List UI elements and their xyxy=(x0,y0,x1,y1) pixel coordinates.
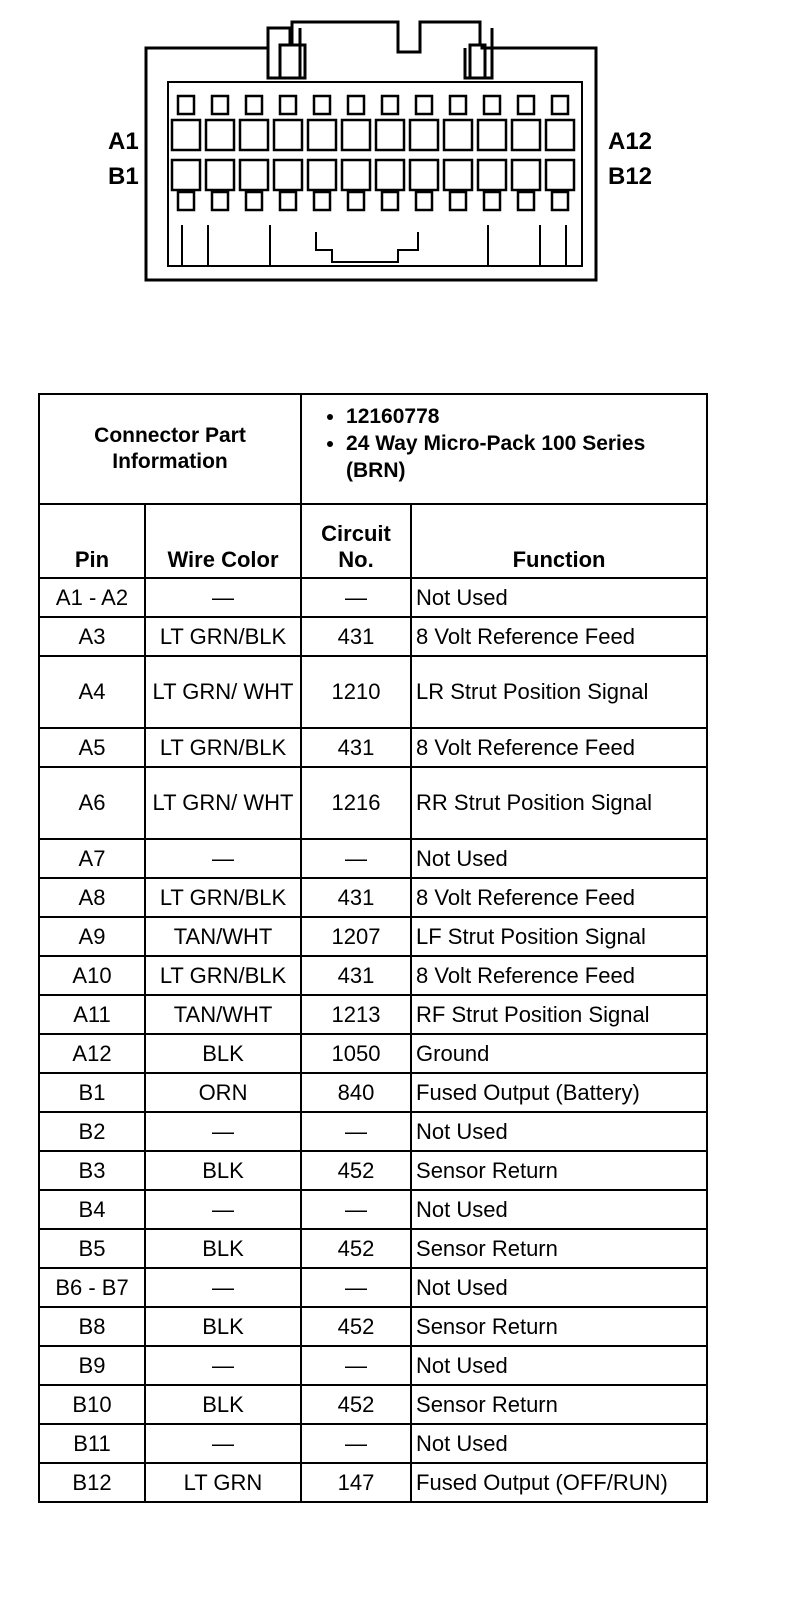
table-row xyxy=(39,1385,707,1424)
cavity-b7 xyxy=(376,160,404,190)
column-header-pin: Pin xyxy=(39,504,145,578)
cavity-a12 xyxy=(546,120,574,150)
table-row xyxy=(39,1268,707,1307)
function-cell: 8 Volt Reference Feed xyxy=(411,878,707,917)
function-cell: RR Strut Position Signal xyxy=(411,767,707,839)
circuit-cell: — xyxy=(301,578,411,617)
pin-label-b12: B12 xyxy=(608,163,653,190)
table-row xyxy=(39,1229,707,1268)
pin-label-b1: B1 xyxy=(108,163,139,190)
cavity-b5 xyxy=(308,160,336,190)
table-row xyxy=(39,956,707,995)
cavity-b9 xyxy=(444,160,472,190)
cavity-latch-a9 xyxy=(450,96,466,114)
wire-color-cell: LT GRN/BLK xyxy=(145,956,301,995)
pin-cell: A11 xyxy=(39,995,145,1034)
cavity-a6 xyxy=(342,120,370,150)
circuit-cell: 1050 xyxy=(301,1034,411,1073)
wire-color-cell: TAN/WHT xyxy=(145,917,301,956)
table-row xyxy=(39,995,707,1034)
circuit-cell: 1210 xyxy=(301,656,411,728)
connector-latch-left xyxy=(268,28,300,78)
wire-color-cell: BLK xyxy=(145,1034,301,1073)
cavity-latch-a12 xyxy=(552,96,568,114)
cavity-a3 xyxy=(240,120,268,150)
function-cell: 8 Volt Reference Feed xyxy=(411,617,707,656)
wire-color-cell: LT GRN/BLK xyxy=(145,878,301,917)
cavity-latch-b4 xyxy=(280,192,296,210)
info-item: • 24 Way Micro-Pack 100 Series (BRN) xyxy=(346,430,702,484)
wire-color-cell: — xyxy=(145,1424,301,1463)
cavity-b12 xyxy=(546,160,574,190)
wire-color-cell: BLK xyxy=(145,1307,301,1346)
cavity-latch-b8 xyxy=(416,192,432,210)
cavity-a8 xyxy=(410,120,438,150)
pin-cell: B6 - B7 xyxy=(39,1268,145,1307)
pin-cell: A9 xyxy=(39,917,145,956)
table-row xyxy=(39,1424,707,1463)
cavity-b8 xyxy=(410,160,438,190)
wire-color-cell: BLK xyxy=(145,1151,301,1190)
circuit-cell: 452 xyxy=(301,1229,411,1268)
table-row xyxy=(39,656,707,728)
table-row xyxy=(39,1034,707,1073)
pin-cell: A7 xyxy=(39,839,145,878)
cavity-latch-a6 xyxy=(348,96,364,114)
info-row xyxy=(39,394,707,504)
function-cell: 8 Volt Reference Feed xyxy=(411,728,707,767)
wire-color-cell: BLK xyxy=(145,1229,301,1268)
circuit-cell: 431 xyxy=(301,878,411,917)
pin-cell: B8 xyxy=(39,1307,145,1346)
function-cell: Sensor Return xyxy=(411,1307,707,1346)
function-cell: Not Used xyxy=(411,578,707,617)
pin-cell: A12 xyxy=(39,1034,145,1073)
info-item: • 12160778 xyxy=(346,403,702,430)
cavity-b2 xyxy=(206,160,234,190)
cavity-latch-a8 xyxy=(416,96,432,114)
function-cell: Not Used xyxy=(411,1190,707,1229)
cavity-a10 xyxy=(478,120,506,150)
table-row xyxy=(39,578,707,617)
cavity-b11 xyxy=(512,160,540,190)
table-row xyxy=(39,878,707,917)
function-cell: Sensor Return xyxy=(411,1385,707,1424)
wire-color-cell: ORN xyxy=(145,1073,301,1112)
function-cell: 8 Volt Reference Feed xyxy=(411,956,707,995)
cavity-latch-a4 xyxy=(280,96,296,114)
connector-bottom-key xyxy=(316,232,418,262)
cavity-latch-b11 xyxy=(518,192,534,210)
wire-color-cell: — xyxy=(145,1112,301,1151)
function-cell: Fused Output (OFF/RUN) xyxy=(411,1463,707,1502)
cavity-a4 xyxy=(274,120,302,150)
pinout-table xyxy=(38,393,708,1503)
table-row xyxy=(39,1190,707,1229)
table-row xyxy=(39,617,707,656)
column-header-function: Function xyxy=(411,504,707,578)
cavity-b4 xyxy=(274,160,302,190)
circuit-cell: 431 xyxy=(301,617,411,656)
table-row xyxy=(39,1073,707,1112)
column-header-wire-color: Wire Color xyxy=(145,504,301,578)
pin-cell: B4 xyxy=(39,1190,145,1229)
cavity-latch-b2 xyxy=(212,192,228,210)
circuit-cell: — xyxy=(301,1190,411,1229)
function-cell: Sensor Return xyxy=(411,1229,707,1268)
cavity-a2 xyxy=(206,120,234,150)
cavity-b6 xyxy=(342,160,370,190)
circuit-cell: — xyxy=(301,839,411,878)
wire-color-cell: LT GRN/ WHT xyxy=(145,656,301,728)
pin-label-a12: A12 xyxy=(608,128,653,155)
pin-cell: A10 xyxy=(39,956,145,995)
pin-cell: B5 xyxy=(39,1229,145,1268)
table-row xyxy=(39,1151,707,1190)
function-cell: Ground xyxy=(411,1034,707,1073)
circuit-cell: — xyxy=(301,1112,411,1151)
pin-label-a1: A1 xyxy=(108,128,139,155)
function-cell: Not Used xyxy=(411,1424,707,1463)
pin-cell: B1 xyxy=(39,1073,145,1112)
table-row xyxy=(39,1463,707,1502)
circuit-cell: 1216 xyxy=(301,767,411,839)
cavity-b1 xyxy=(172,160,200,190)
table-row xyxy=(39,767,707,839)
cavity-latch-a11 xyxy=(518,96,534,114)
wire-color-cell: LT GRN/BLK xyxy=(145,728,301,767)
function-cell: Fused Output (Battery) xyxy=(411,1073,707,1112)
cavity-a9 xyxy=(444,120,472,150)
pin-cell: A8 xyxy=(39,878,145,917)
cavity-b10 xyxy=(478,160,506,190)
wire-color-cell: — xyxy=(145,1346,301,1385)
function-cell: Sensor Return xyxy=(411,1151,707,1190)
cavity-latch-b1 xyxy=(178,192,194,210)
cavity-a1 xyxy=(172,120,200,150)
function-cell: Not Used xyxy=(411,1112,707,1151)
circuit-cell: — xyxy=(301,1268,411,1307)
connector-side-post-right xyxy=(488,225,566,266)
cavity-latch-b7 xyxy=(382,192,398,210)
pin-cell: A4 xyxy=(39,656,145,728)
cavity-a7 xyxy=(376,120,404,150)
circuit-cell: 431 xyxy=(301,956,411,995)
cavity-latch-a2 xyxy=(212,96,228,114)
table-row xyxy=(39,917,707,956)
table-row xyxy=(39,839,707,878)
info-list xyxy=(301,394,707,504)
cavity-a11 xyxy=(512,120,540,150)
cavity-latch-b6 xyxy=(348,192,364,210)
cavity-a5 xyxy=(308,120,336,150)
pin-cell: B12 xyxy=(39,1463,145,1502)
function-cell: Not Used xyxy=(411,839,707,878)
wire-color-cell: LT GRN xyxy=(145,1463,301,1502)
circuit-cell: — xyxy=(301,1424,411,1463)
info-header: Connector Part Information xyxy=(39,394,301,504)
pin-cell: B2 xyxy=(39,1112,145,1151)
circuit-cell: 1213 xyxy=(301,995,411,1034)
wire-color-cell: LT GRN/BLK xyxy=(145,617,301,656)
cavity-latch-b3 xyxy=(246,192,262,210)
cavity-latch-a10 xyxy=(484,96,500,114)
column-header-circuit: Circuit No. xyxy=(301,504,411,578)
table-row xyxy=(39,1307,707,1346)
cavity-latch-a5 xyxy=(314,96,330,114)
circuit-cell: 452 xyxy=(301,1151,411,1190)
function-cell: LF Strut Position Signal xyxy=(411,917,707,956)
wire-color-cell: BLK xyxy=(145,1385,301,1424)
cavity-latch-b5 xyxy=(314,192,330,210)
wire-color-cell: TAN/WHT xyxy=(145,995,301,1034)
table-row xyxy=(39,1346,707,1385)
function-cell: RF Strut Position Signal xyxy=(411,995,707,1034)
wire-color-cell: — xyxy=(145,1190,301,1229)
cavity-b3 xyxy=(240,160,268,190)
table-row xyxy=(39,1112,707,1151)
pin-cell: B3 xyxy=(39,1151,145,1190)
cavity-latch-a7 xyxy=(382,96,398,114)
cavity-latch-b12 xyxy=(552,192,568,210)
pin-cell: A6 xyxy=(39,767,145,839)
circuit-cell: 147 xyxy=(301,1463,411,1502)
function-cell: LR Strut Position Signal xyxy=(411,656,707,728)
circuit-cell: 452 xyxy=(301,1307,411,1346)
wire-color-cell: — xyxy=(145,578,301,617)
connector-side-post-left xyxy=(182,225,270,266)
pin-cell: A5 xyxy=(39,728,145,767)
function-cell: Not Used xyxy=(411,1268,707,1307)
circuit-cell: 452 xyxy=(301,1385,411,1424)
circuit-cell: — xyxy=(301,1346,411,1385)
column-header-row xyxy=(39,504,707,578)
cavity-latch-a1 xyxy=(178,96,194,114)
pin-cell: B9 xyxy=(39,1346,145,1385)
pin-cell: B11 xyxy=(39,1424,145,1463)
cavity-latch-b10 xyxy=(484,192,500,210)
circuit-cell: 840 xyxy=(301,1073,411,1112)
cavity-latch-a3 xyxy=(246,96,262,114)
pin-cell: A1 - A2 xyxy=(39,578,145,617)
table-row xyxy=(39,728,707,767)
function-cell: Not Used xyxy=(411,1346,707,1385)
wire-color-cell: — xyxy=(145,839,301,878)
circuit-cell: 1207 xyxy=(301,917,411,956)
wire-color-cell: LT GRN/ WHT xyxy=(145,767,301,839)
pin-cell: B10 xyxy=(39,1385,145,1424)
pin-cell: A3 xyxy=(39,617,145,656)
wire-color-cell: — xyxy=(145,1268,301,1307)
cavity-latch-b9 xyxy=(450,192,466,210)
circuit-cell: 431 xyxy=(301,728,411,767)
